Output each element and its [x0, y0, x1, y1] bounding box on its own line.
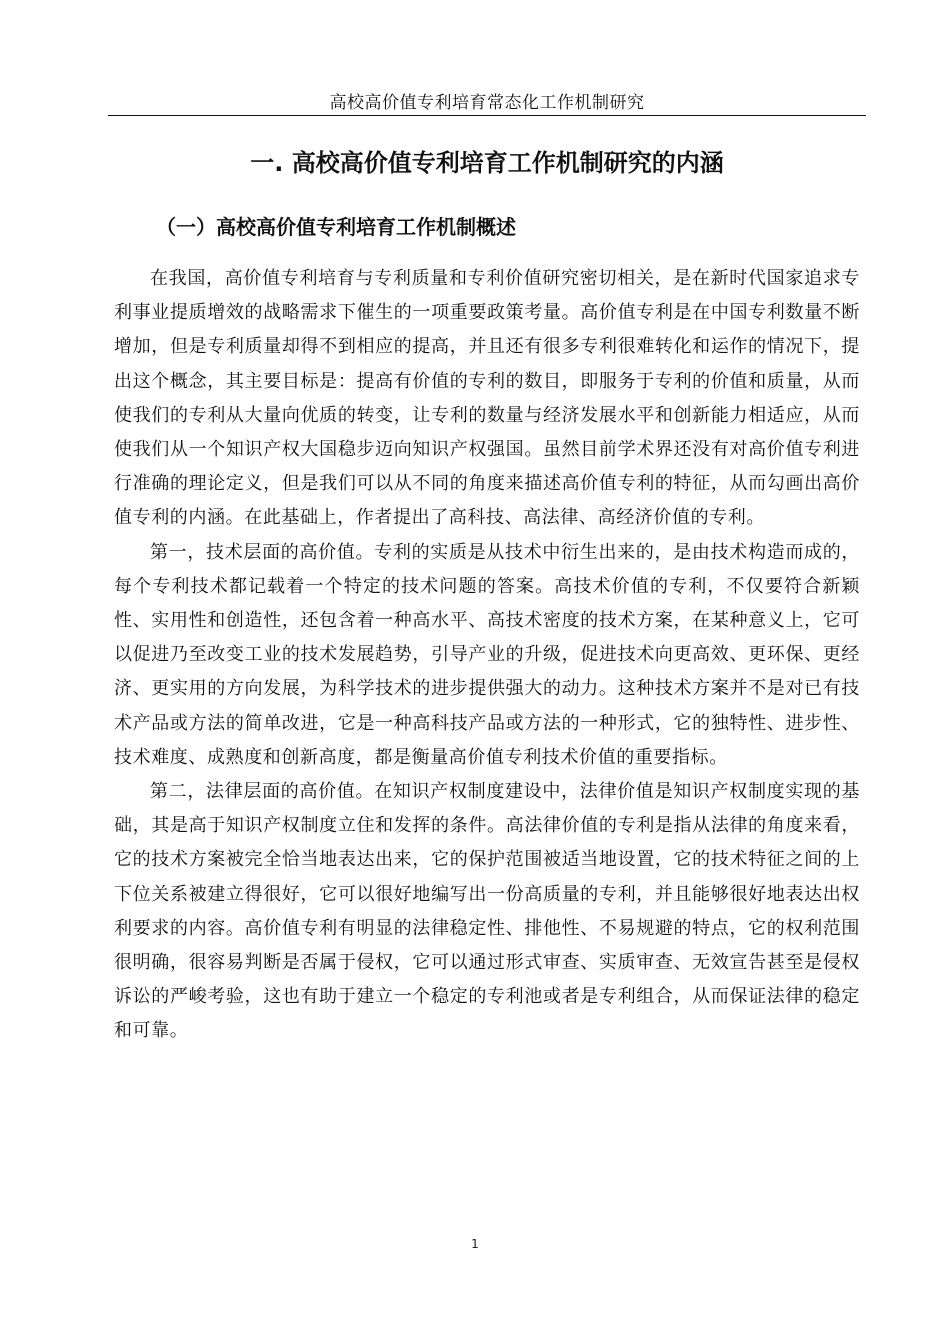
- paragraph-technical-value: 第一，技术层面的高价值。专利的实质是从技术中衍生出来的，是由技术构造而成的，每个专利技术都记载着一个特定的技术问题的答案。高技术价值的专利，不仅要符合新颖性、实用性和创造性，还包含着一种高水平、高技术密度的技术方案，在某种意义上，它可以促进乃至改变工业的技术发展趋势，引导产业的升级，促进技术向更高效、更环保、更经济、更实用的方向发展，为科学技术的进步提供强大的动力。这种技术方案并不是对已有技术产品或方法的简单改进，它是一种高科技产品或方法的一种形式，它的独特性、进步性、技术难度、成熟度和创新高度，都是衡量高价值专利技术价值的重要指标。: [114, 541, 860, 768]
- running-header: 高校高价值专利培育常态化工作机制研究: [329, 93, 645, 113]
- page-number: 1: [471, 1237, 479, 1251]
- paragraph-legal-value: 第二，法律层面的高价值。在知识产权制度建设中，法律价值是知识产权制度实现的基础，其是高于知识产权制度立住和发挥的条件。高法律价值的专利是指从法律的角度来看，它的技术方案被完全恰当地表达出来，它的保护范围被适当地设置，它的技术特征之间的上下位关系被建立得很好，它可以很好地编写出一份高质量的专利，并且能够很好地表达出权利要求的内容。高价值专利有明显的法律稳定性、排他性、不易规避的特点，它的权利范围很明确，很容易判断是否属于侵权，它可以通过形式审查、实质审查、无效宣告甚至是侵权诉讼的严峻考验，这也有助于建立一个稳定的专利池或者是专利组合，从而保证法律的稳定和可靠。: [114, 781, 860, 1042]
- paragraph-intro: 在我国，高价值专利培育与专利质量和专利价值研究密切相关，是在新时代国家追求专利事业提质增效的战略需求下催生的一项重要政策考量。高价值专利是在中国专利数量不断增加，但是专利质量却得不到相应的提高，并且还有很多专利很难转化和运作的情况下，提出这个概念，其主要目标是：提高有价值的专利的数目，即服务于专利的价值和质量，从而使我们的专利从大量向优质的转变，让专利的数量与经济发展水平和创新能力相适应，从而使我们从一个知识产权大国稳步迈向知识产权强国。虽然目前学术界还没有对高价值专利进行准确的理论定义，但是我们可以从不同的角度来描述高价值专利的特征，从而勾画出高价值专利的内涵。在此基础上，作者提出了高科技、高法律、高经济价值的专利。: [114, 268, 860, 529]
- header-divider: [108, 115, 866, 116]
- section-title: （一）高校高价值专利培育工作机制概述: [156, 215, 516, 239]
- chapter-title: 一. 高校高价值专利培育工作机制研究的内涵: [250, 149, 724, 177]
- body-text: [114, 262, 860, 1049]
